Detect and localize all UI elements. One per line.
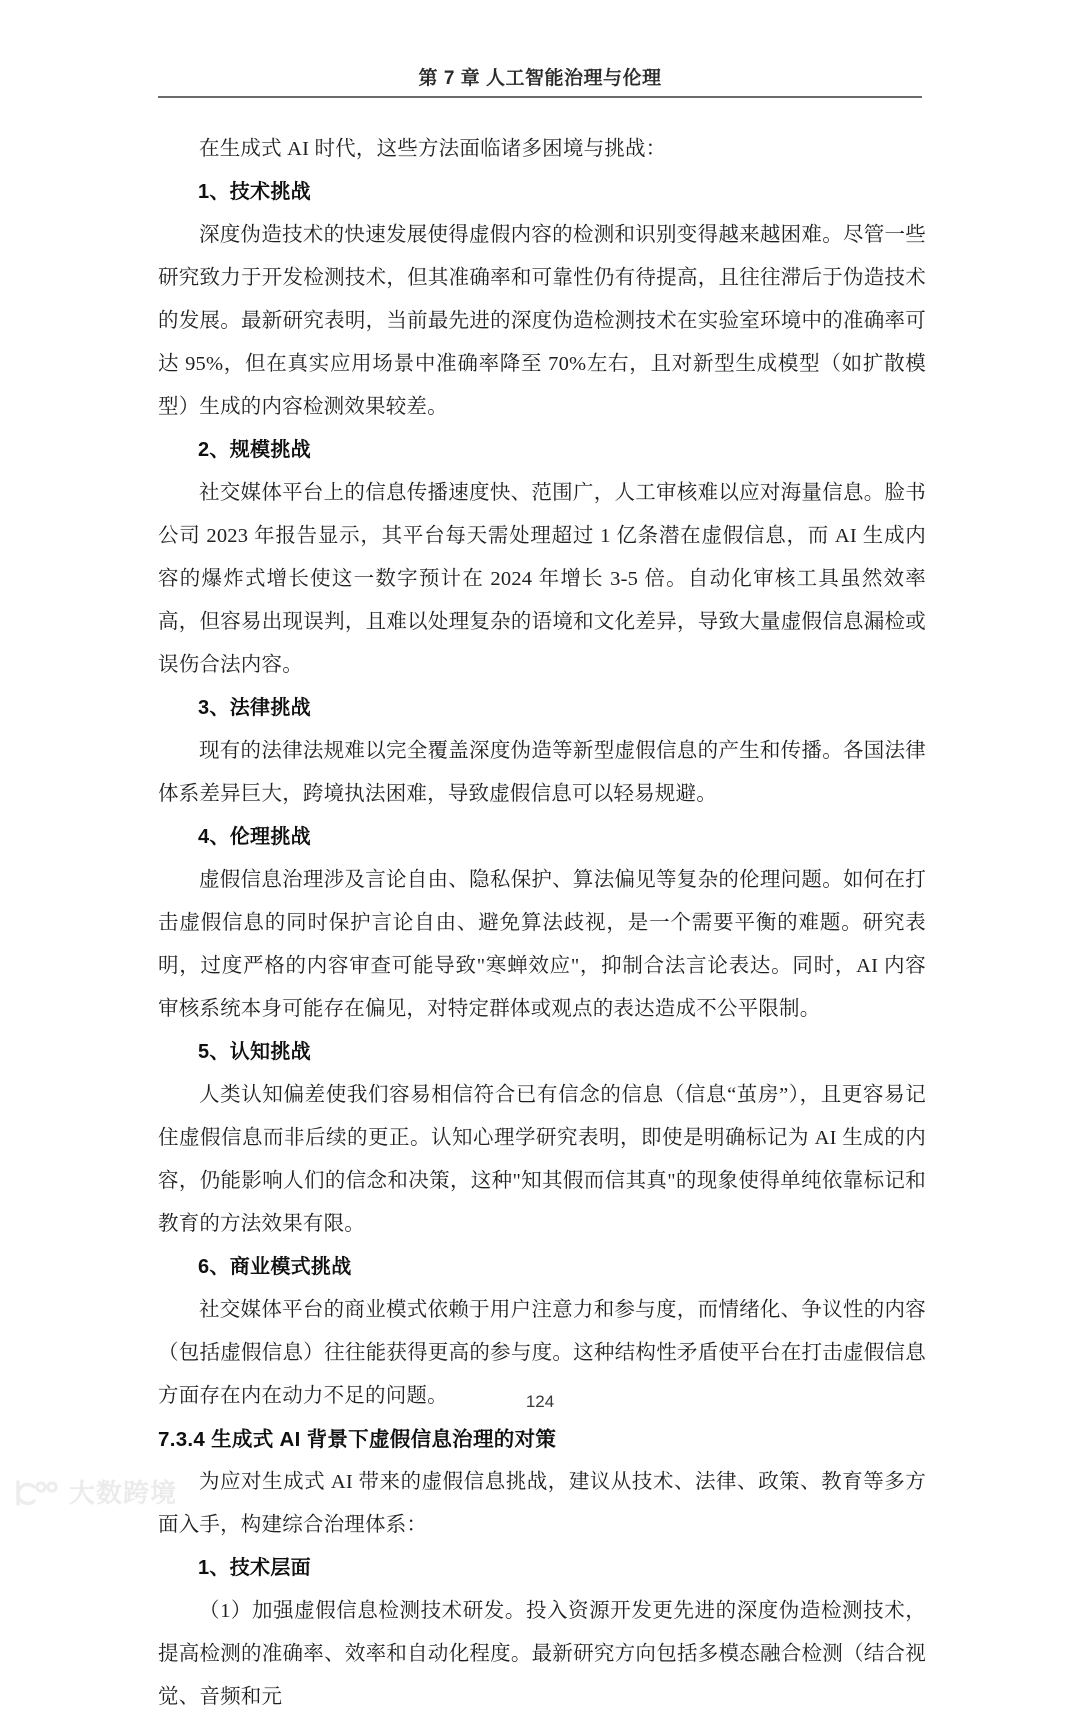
page-content xyxy=(158,128,926,1719)
challenge-paragraph-2: 社交媒体平台上的信息传播速度快、范围广，人工审核难以应对海量信息。脸书公司 2023 年报告显示，其平台每天需处理超过 1 亿条潜在虚假信息，而 AI 生成内容的爆炸式增长使这一数字预计在 2024 年增长 3-5 倍。自动化审核工具虽然效率高，但容易出现误判，且难以处理复杂的语境和文化差异，导致大量虚假信息漏检或误伤合法内容。 xyxy=(158,482,926,676)
dashukuajing-logo-icon xyxy=(14,1478,60,1508)
watermark-text: 大数跨境 xyxy=(69,1478,178,1508)
challenge-paragraph-5: 人类认知偏差使我们容易相信符合已有信念的信息（信息“茧房”），且更容易记住虚假信息而非后续的更正。认知心理学研究表明，即使是明确标记为 AI 生成的内容，仍能影响人们的信念和决策，这种"知其假而信其真"的现象使得单纯依靠标记和教育的方法效果有限。 xyxy=(158,1084,926,1235)
watermark xyxy=(14,1478,177,1508)
header-divider xyxy=(158,96,922,98)
numbered-item-1: （1）加强虚假信息检测技术研发。投入资源开发更先进的深度伪造检测技术，提高检测的准确率、效率和自动化程度。最新研究方向包括多模态融合检测（结合视觉、音频和元 xyxy=(158,1600,926,1708)
challenge-paragraph-4: 虚假信息治理涉及言论自由、隐私保护、算法偏见等复杂的伦理问题。如何在打击虚假信息的同时保护言论自由、避免算法歧视，是一个需要平衡的难题。研究表明，过度严格的内容审查可能导致"寒蝉效应"，抑制合法言论表达。同时，AI 内容审核系统本身可能存在偏见，对特定群体或观点的表达造成不公平限制。 xyxy=(158,869,926,1020)
challenge-heading-1: 1、技术挑战 xyxy=(198,181,311,203)
chapter-title: 第 7 章 人工智能治理与伦理 xyxy=(418,68,662,89)
challenge-heading-3: 3、法律挑战 xyxy=(198,697,311,719)
page-number: 124 xyxy=(525,1392,555,1411)
challenge-paragraph-6: 社交媒体平台的商业模式依赖于用户注意力和参与度，而情绪化、争议性的内容（包括虚假信息）往往能获得更高的参与度。这种结构性矛盾使平台在打击虚假信息方面存在内在动力不足的问题。 xyxy=(158,1299,926,1407)
subsection-heading-technical: 1、技术层面 xyxy=(198,1557,311,1579)
section-lead-paragraph: 为应对生成式 AI 带来的虚假信息挑战，建议从技术、法律、政策、教育等多方面入手，构建综合治理体系： xyxy=(158,1471,926,1536)
challenge-heading-4: 4、伦理挑战 xyxy=(198,826,311,848)
challenge-heading-2: 2、规模挑战 xyxy=(198,439,311,461)
challenge-heading-6: 6、商业模式挑战 xyxy=(198,1256,352,1278)
challenge-paragraph-3: 现有的法律法规难以完全覆盖深度伪造等新型虚假信息的产生和传播。各国法律体系差异巨大，跨境执法困难，导致虚假信息可以轻易规避。 xyxy=(158,740,926,805)
intro-paragraph: 在生成式 AI 时代，这些方法面临诸多困境与挑战： xyxy=(199,138,667,160)
challenge-paragraph-1: 深度伪造技术的快速发展使得虚假内容的检测和识别变得越来越困难。尽管一些研究致力于开发检测技术，但其准确率和可靠性仍有待提高，且往往滞后于伪造技术的发展。最新研究表明，当前最先进的深度伪造检测技术在实验室环境中的准确率可达 95%，但在真实应用场景中准确率降至 70%左右，且对新型生成模型（如扩散模型）生成的内容检测效果较差。 xyxy=(158,224,926,418)
section-heading-7-3-4: 7.3.4 生成式 AI 背景下虚假信息治理的对策 xyxy=(158,1428,557,1451)
running-header xyxy=(158,68,922,91)
challenge-heading-5: 5、认知挑战 xyxy=(198,1041,311,1063)
